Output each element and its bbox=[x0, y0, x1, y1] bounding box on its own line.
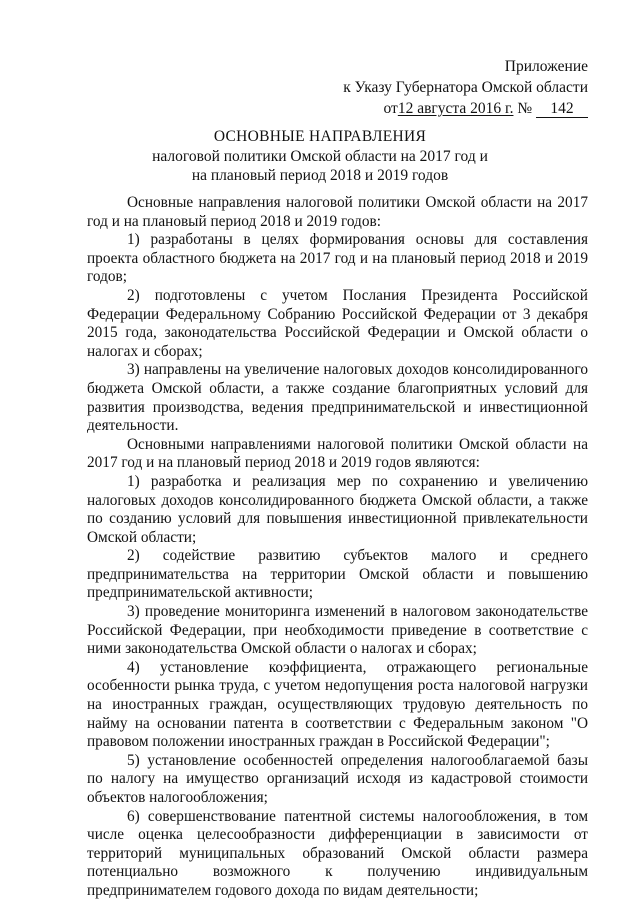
document-title-block bbox=[0, 127, 640, 186]
appendix-header bbox=[343, 56, 588, 119]
decree-number: 142 bbox=[536, 100, 588, 118]
document-title: ОСНОВНЫЕ НАПРАВЛЕНИЯ bbox=[213, 128, 427, 145]
paragraph-direction-6: 6) совершенствование патентной системы налогообложения, в том числе оценка целесообразности дифференциации в зависимости от территорий муниципальных образований Омской области размера потенциально возможного к получению индивидуальным предпринимателем годового дохода по видам деятельности; bbox=[87, 807, 588, 899]
paragraph-item-3: 3) направлены на увеличение налоговых доходов консолидированного бюджета Омской области, а также создание благоприятных условий для развития производства, ведения предпринимательской и инвестиционной деятельности. bbox=[87, 361, 588, 435]
appendix-label: Приложение bbox=[504, 58, 588, 75]
appendix-date-line bbox=[343, 98, 588, 119]
paragraph-item-2: 2) подготовлены с учетом Послания Президента Российской Федерации Федеральному Собранию Российской Федерации от 3 декабря 2015 года, законодательства Российской Федерации и Омской области о налогах и сборах; bbox=[87, 286, 588, 360]
decree-date: 12 августа 2016 г. bbox=[397, 100, 514, 117]
paragraph-direction-1: 1) разработка и реализация мер по сохранению и увеличению налоговых доходов консолидированного бюджета Омской области, а также по созданию условий для повышения инвестиционной привлекательности Омской области; bbox=[87, 472, 588, 546]
document-subtitle-line-2: на плановый период 2018 и 2019 годов bbox=[191, 167, 449, 184]
document-body bbox=[87, 194, 588, 901]
paragraph-directions-intro: Основными направлениями налоговой политики Омской области на 2017 год и на плановый период 2018 и 2019 годов являются: bbox=[87, 435, 588, 472]
document-subtitle-line-1: налоговой политики Омской области на 2017 год и bbox=[152, 147, 488, 165]
paragraph-direction-5: 5) установление особенностей определения налогооблагаемой базы по налогу на имущество организаций исходя из кадастровой стоимости объектов налогообложения; bbox=[87, 751, 588, 806]
number-prefix: № bbox=[517, 100, 533, 117]
paragraph-item-1: 1) разработаны в целях формирования основы для составления проекта областного бюджета на 2017 год и на плановый период 2018 и 2019 годов; bbox=[87, 231, 588, 286]
paragraph-direction-3: 3) проведение мониторинга изменений в налоговом законодательстве Российской Федерации, при необходимости приведение в соответствие с ними законодательства Омской области о налогах и сборах; bbox=[87, 603, 588, 658]
paragraph-direction-4: 4) установление коэффициента, отражающего региональные особенности рынка труда, с учетом недопущения роста налоговой нагрузки на иностранных граждан, осуществляющих трудовую деятельность по найму на основании патента в соответствии с Федеральным законом "О правовом положении иностранных граждан в Российской Федерации"; bbox=[87, 658, 588, 751]
paragraph-direction-2: 2) содействие развитию субъектов малого и среднего предпринимательства на территории Омской области и повышению предпринимательской активности; bbox=[87, 547, 588, 602]
appendix-decree-reference: к Указу Губернатора Омской области bbox=[343, 79, 588, 96]
date-prefix: от bbox=[383, 100, 398, 117]
paragraph-intro: Основные направления налоговой политики Омской области на 2017 год и на плановый период 2018 и 2019 годов: bbox=[87, 194, 588, 230]
